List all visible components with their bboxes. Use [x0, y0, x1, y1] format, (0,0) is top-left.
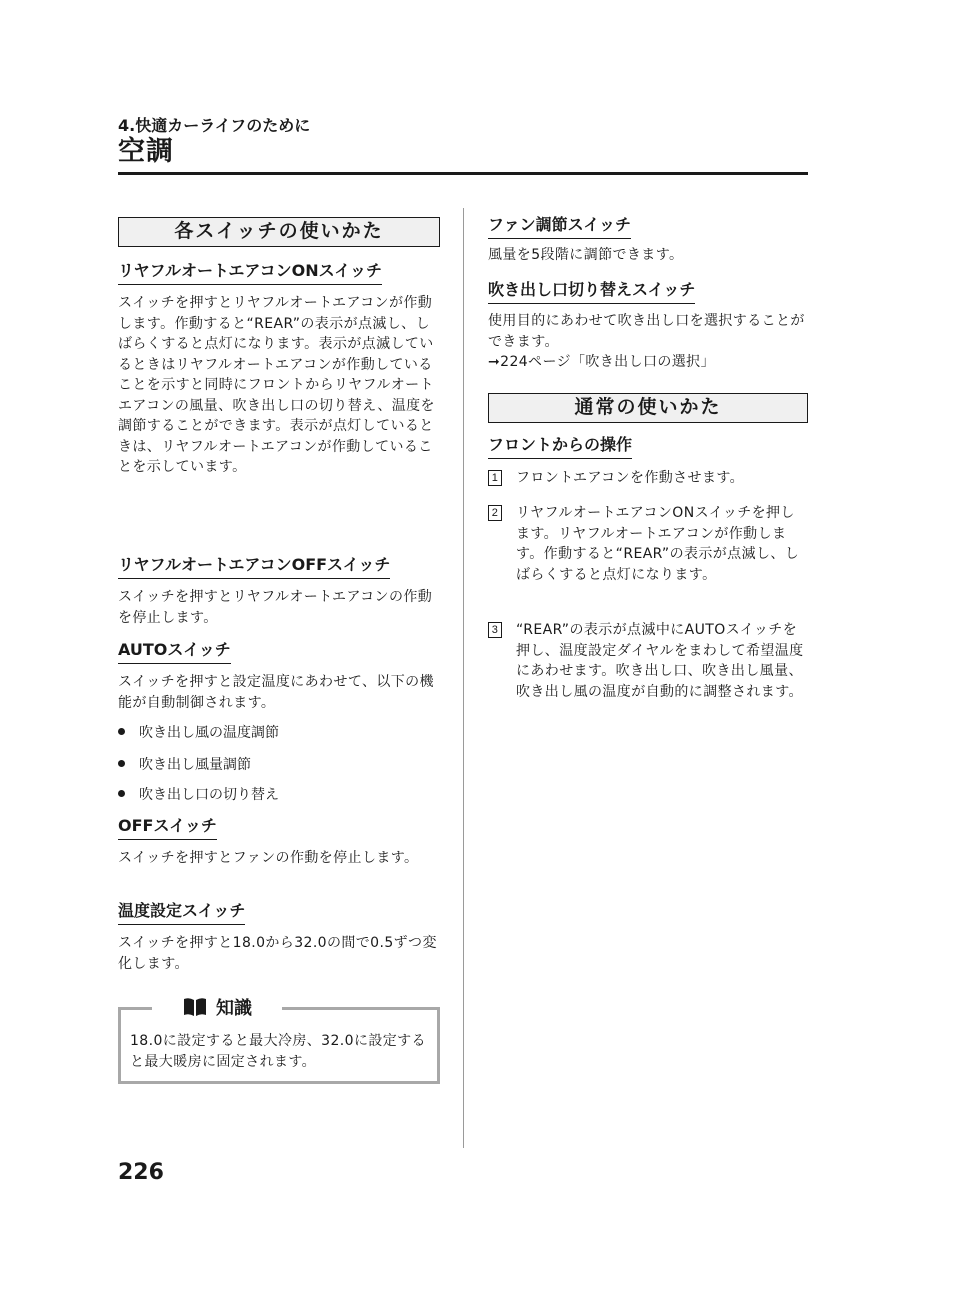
page-title: 空調: [118, 136, 174, 167]
bullet-dot-icon: [118, 760, 125, 767]
subheading-outlet-switch: 吹き出し口切り替えスイッチ: [488, 280, 695, 304]
subheading-rear-on-switch: リヤフルオートエアコンONスイッチ: [118, 261, 382, 285]
paragraph-rear-off-switch: スイッチを押すとリヤフルオートエアコンの作動を停止します。: [118, 589, 433, 626]
bullet-dot-icon: [118, 728, 125, 735]
subheading-temp-switch: 温度設定スイッチ: [118, 901, 245, 925]
paragraph-fan-switch: 風量を5段階に調節できます。: [488, 247, 684, 263]
step-item: 3 “REAR”の表示が点滅中にAUTOスイッチを押し、温度設定ダイヤルをまわして希望温度にあわせます。吹き出し口、吹き出し風量、吹き出し風の温度が自動的に調整されます。: [488, 620, 808, 702]
paragraph-temp-switch: スイッチを押すと18.0から32.0の間で0.5ずつ変化します。: [118, 935, 437, 972]
box-heading-normal-usage: 通常の使いかた: [488, 393, 808, 423]
step-number: 1: [488, 470, 502, 486]
paragraph-outlet-switch: 使用目的にあわせて吹き出し口を選択することができます。: [488, 313, 805, 350]
bullet-dot-icon: [118, 790, 125, 797]
knowledge-text: 18.0に設定すると最大冷房、32.0に設定すると最大暖房に固定されます。: [130, 1033, 426, 1070]
knowledge-label: 知識: [152, 996, 282, 1022]
paragraph-off-switch: スイッチを押すとファンの作動を停止します。: [118, 850, 419, 866]
list-item: 吹き出し口の切り替え: [118, 785, 279, 805]
box-heading-switch-usage: 各スイッチの使いかた: [118, 217, 440, 247]
list-item: 吹き出し風量調節: [118, 755, 251, 775]
subheading-fan-switch: ファン調節スイッチ: [488, 215, 631, 239]
step-number: 3: [488, 622, 502, 638]
page-reference-link[interactable]: ➞224ページ「吹き出し口の選択」: [488, 354, 715, 370]
subheading-front-operation: フロントからの操作: [488, 435, 632, 459]
paragraph-auto-switch: スイッチを押すと設定温度にあわせて、以下の機能が自動制御されます。: [118, 674, 434, 711]
header-rule: [118, 172, 808, 175]
page-number: 226: [118, 1160, 164, 1185]
chapter-label: 4.快適カーライフのために: [118, 116, 311, 135]
step-number: 2: [488, 505, 502, 521]
list-item: 吹き出し風の温度調節: [118, 723, 279, 743]
book-icon: [182, 996, 208, 1018]
column-divider: [463, 208, 464, 1148]
subheading-rear-off-switch: リヤフルオートエアコンOFFスイッチ: [118, 555, 390, 579]
subheading-auto-switch: AUTOスイッチ: [118, 640, 231, 664]
subheading-off-switch: OFFスイッチ: [118, 816, 217, 840]
paragraph-rear-on-switch: スイッチを押すとリヤフルオートエアコンが作動します。作動すると“REAR”の表示が点滅し、しばらくすると点灯になります。表示が点滅しているときはリヤフルオートエアコンが作動していることを示すと同時にフロントからリヤフルオートエアコンの風量、吹き出し口の切り替え、温度を調節することができます。表示が点灯しているときは、リヤフルオートエアコンが作動していることを示しています。: [118, 295, 435, 475]
step-item: 2 リヤフルオートエアコンONスイッチを押します。リヤフルオートエアコンが作動します。作動すると“REAR”の表示が点滅し、しばらくすると点灯になります。: [488, 503, 808, 585]
step-item: 1 フロントエアコンを作動させます。: [488, 468, 808, 489]
